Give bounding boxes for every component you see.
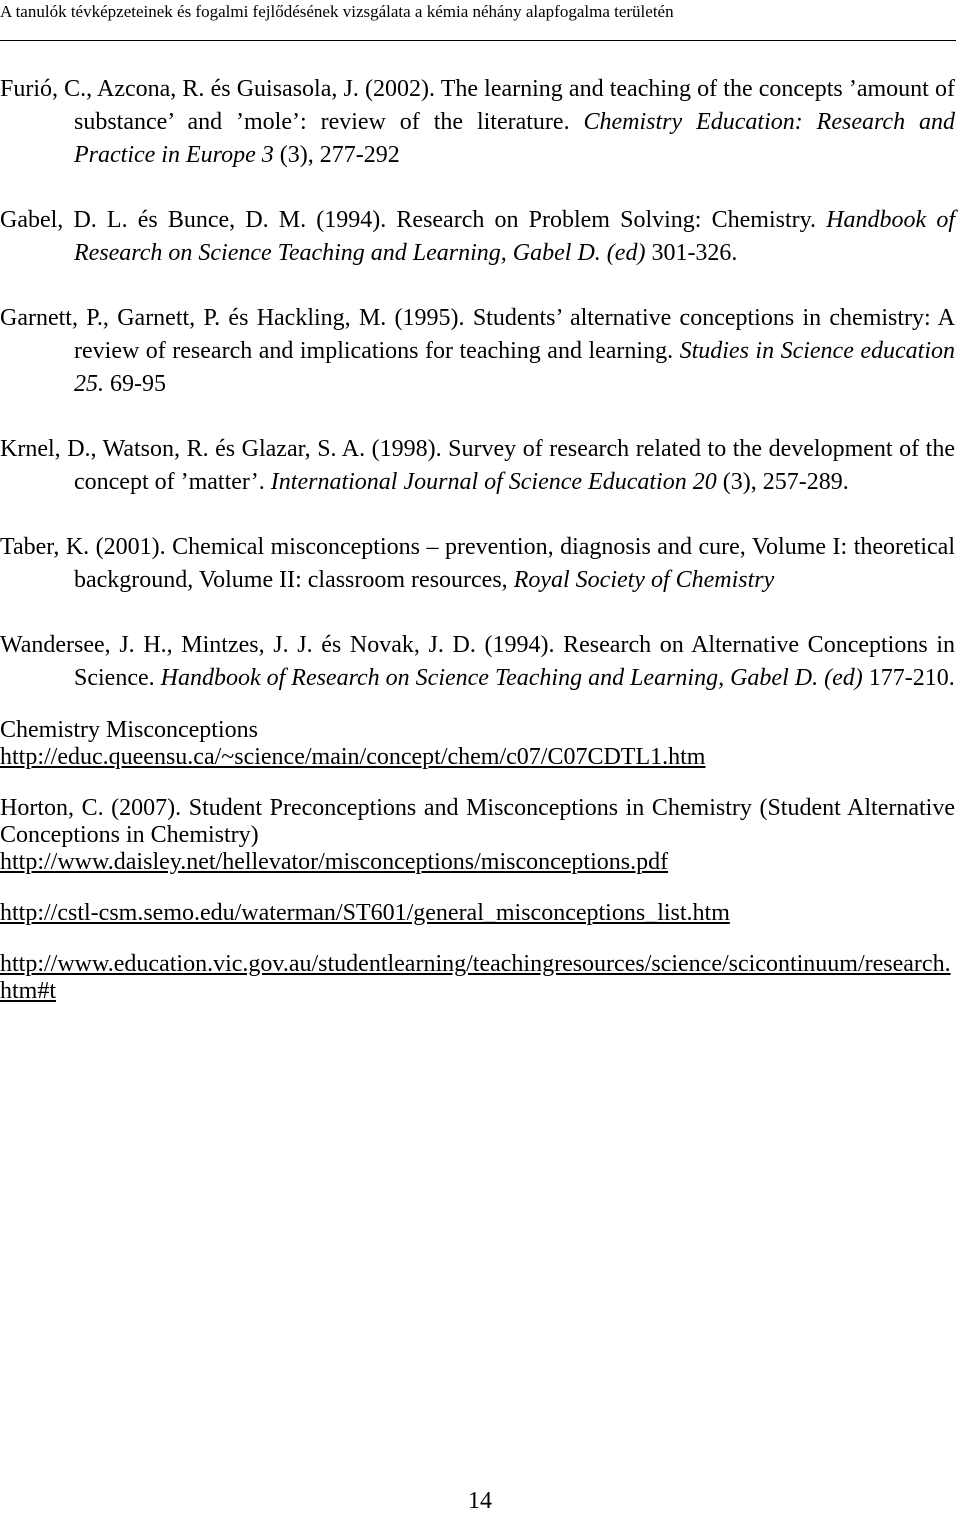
reference-pages: (3), 257-289. [716,469,849,495]
web-source-title: Chemistry Misconceptions [0,717,258,743]
running-head: A tanulók tévképzeteinek és fogalmi fejlődésének vizsgálata a kémia néhány alapfogalma területén [0,2,674,21]
reference-list [0,73,955,1005]
reference-text: Gabel, D. L. és Bunce, D. M. (1994). Research on Problem Solving: Chemistry. [0,207,827,233]
reference-wandersee [0,629,955,695]
reference-furio [0,73,955,172]
reference-pages: 301-326. [645,240,738,266]
web-source-link[interactable]: http://educ.queensu.ca/~science/main/concept/chem/c07/C07CDTL1.htm [0,744,706,770]
reference-pages: 177-210. [862,665,955,691]
reference-source: International Journal of Science Education 20 [270,469,717,495]
reference-pages: 69-95 [104,371,166,397]
header-rule [0,40,956,41]
web-source-vic [0,951,955,1005]
reference-source: Handbook of Research on Science Teaching and Learning, Gabel D. (ed) [74,207,955,266]
web-source-horton [0,795,955,876]
reference-source: Royal Society of Chemistry [513,567,775,593]
reference-source: Studies in Science education 25. [74,338,955,397]
reference-text: Furió, C., Azcona, R. és Guisasola, J. (2002). The learning and teaching of the concepts ’amount of substance’ and ’mole’: review of the literature. [0,76,955,135]
web-source-chem-misconceptions [0,717,955,771]
web-source-link[interactable]: http://www.daisley.net/hellevator/misconceptions/misconceptions.pdf [0,849,669,875]
reference-text: Wandersee, J. H., Mintzes, J. J. és Novak, J. D. (1994). Research on Alternative Conceptions in Science. [0,632,955,691]
web-source-link[interactable]: http://www.education.vic.gov.au/studentlearning/teachingresources/science/scicontinuum/research.htm#t [0,951,951,1004]
reference-source: Handbook of Research on Science Teaching and Learning, Gabel D. (ed) [160,665,863,691]
reference-garnett [0,302,955,401]
reference-text: Taber, K. (2001). Chemical misconceptions – prevention, diagnosis and cure, Volume I: theoretical background, Volume II: classroom resources, [0,534,955,593]
reference-krnel [0,433,955,499]
page-number: 14 [468,1488,492,1514]
reference-source: Chemistry Education: Research and Practice in Europe 3 [74,109,955,168]
web-source-semo [0,900,955,927]
reference-gabel [0,204,955,270]
reference-pages: (3), 277-292 [273,142,400,168]
reference-text: Garnett, P., Garnett, P. és Hackling, M. (1995). Students’ alternative conceptions in chemistry: A review of research and implications for teaching and learning. [0,305,955,364]
reference-taber [0,531,955,597]
web-source-text: Horton, C. (2007). Student Preconceptions and Misconceptions in Chemistry (Student Alternative Conceptions in Chemistry) [0,795,955,848]
reference-text: Krnel, D., Watson, R. és Glazar, S. A. (1998). Survey of research related to the development of the concept of ’matter’. [0,436,955,495]
web-source-link[interactable]: http://cstl-csm.semo.edu/waterman/ST601/general_misconceptions_list.htm [0,900,730,926]
